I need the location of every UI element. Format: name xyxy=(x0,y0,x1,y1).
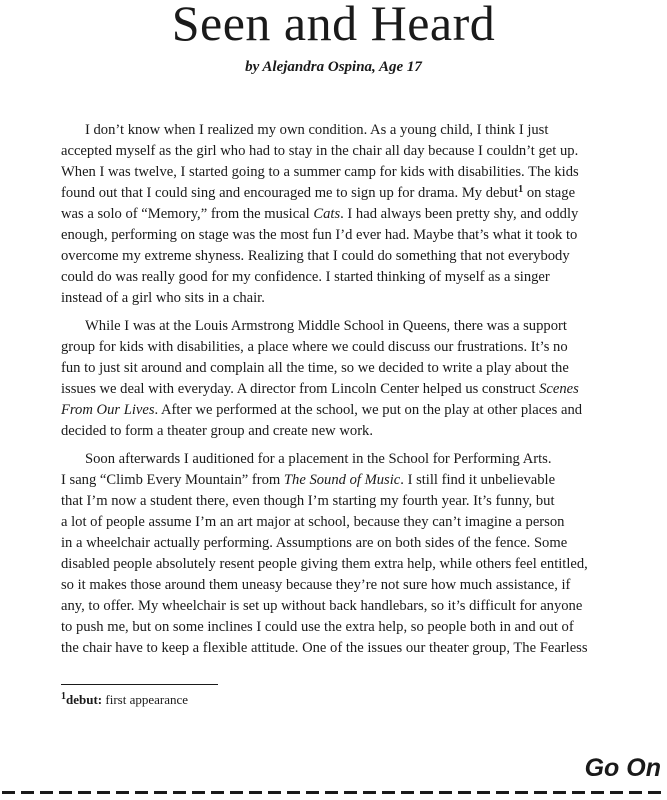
text-line: the chair have to keep a flexible attitude. One of the issues our theater group, The Fearless xyxy=(61,640,588,656)
text-fragment: . I had always been pretty shy, and oddly xyxy=(340,206,579,222)
text-line: in a wheelchair actually performing. Assumptions are on both sides of the fence. Some xyxy=(61,535,568,551)
footnote-number: 1 xyxy=(61,691,66,702)
text-line: fun to just sit around and complain all the time, so we decided to write a play about the xyxy=(61,360,569,376)
text-line: decided to form a theater group and create new work. xyxy=(61,423,374,439)
text-fragment: on stage xyxy=(523,185,576,201)
text-line: group for kids with disabilities, a place where we could discuss our frustrations. It’s no xyxy=(61,339,568,355)
text-fragment: found out that I could sing and encouraged me to sign up for drama. My debut xyxy=(61,185,519,201)
text-line: could do was really good for my confidence. I started thinking of myself as a singer xyxy=(61,269,550,285)
text-line xyxy=(61,204,618,225)
text-fragment: was a solo of “Memory,” from the musical xyxy=(61,206,314,222)
text-line xyxy=(61,379,618,400)
text-line xyxy=(61,400,618,421)
text-line: overcome my extreme shyness. Realizing that I could do something that not everybody xyxy=(61,248,570,264)
italic-title: The Sound of Music xyxy=(283,472,401,488)
paragraph-2 xyxy=(61,316,618,442)
paragraph-1 xyxy=(61,120,618,309)
text-line: any, to offer. My wheelchair is set up without back handlebars, so it’s difficult for anyone xyxy=(61,598,583,614)
text-fragment: . After we performed at the school, we put on the play at other places and xyxy=(154,402,583,418)
footnote-definition: first appearance xyxy=(102,692,189,707)
text-line: accepted myself as the girl who had to stay in the chair all day because I couldn’t get up. xyxy=(61,143,579,159)
go-on-label: Go On xyxy=(584,754,661,782)
text-line xyxy=(61,470,618,491)
text-line: Soon afterwards I auditioned for a placement in the School for Performing Arts. xyxy=(85,451,552,467)
article-title: Seen and Heard xyxy=(171,0,496,51)
text-line: enough, performing on stage was the most fun I’d ever had. Maybe that’s what it took to xyxy=(61,227,578,243)
text-line: so it makes those around them uneasy because they’re not sure how much assistance, if xyxy=(61,577,571,593)
text-fragment: I sang “Climb Every Mountain” from xyxy=(61,472,284,488)
footnote-divider xyxy=(61,684,218,685)
text-fragment: . I still find it unbelievable xyxy=(400,472,556,488)
text-line: a lot of people assume I’m an art major at school, because they can’t imagine a person xyxy=(61,514,565,530)
footnote-term: debut: xyxy=(66,692,103,707)
footnote-marker: 1 xyxy=(518,184,524,195)
text-line: I don’t know when I realized my own condition. As a young child, I think I just xyxy=(85,122,549,138)
text-line: When I was twelve, I started going to a summer camp for kids with disabilities. The kids xyxy=(61,164,579,180)
footnote xyxy=(61,690,188,710)
paragraph-3 xyxy=(61,449,618,659)
text-line: disabled people absolutely resent people giving them extra help, while others feel entitled, xyxy=(61,556,588,572)
text-line: to push me, but on some inclines I could use the extra help, so people both in and out of xyxy=(61,619,574,635)
italic-title: Scenes xyxy=(539,381,579,397)
dashed-divider xyxy=(2,791,667,794)
text-fragment: issues we deal with everyday. A director from Lincoln Center helped us construct xyxy=(61,381,540,397)
italic-title: Cats xyxy=(313,206,341,222)
text-line: instead of a girl who sits in a chair. xyxy=(61,290,265,306)
article-body xyxy=(61,120,618,666)
text-line xyxy=(61,183,618,204)
text-line: While I was at the Louis Armstrong Middle School in Queens, there was a support xyxy=(85,318,567,334)
article-byline: by Alejandra Ospina, Age 17 xyxy=(245,59,422,75)
italic-title: From Our Lives xyxy=(61,402,155,418)
text-line: that I’m now a student there, even though I’m starting my fourth year. It’s funny, but xyxy=(61,493,555,509)
